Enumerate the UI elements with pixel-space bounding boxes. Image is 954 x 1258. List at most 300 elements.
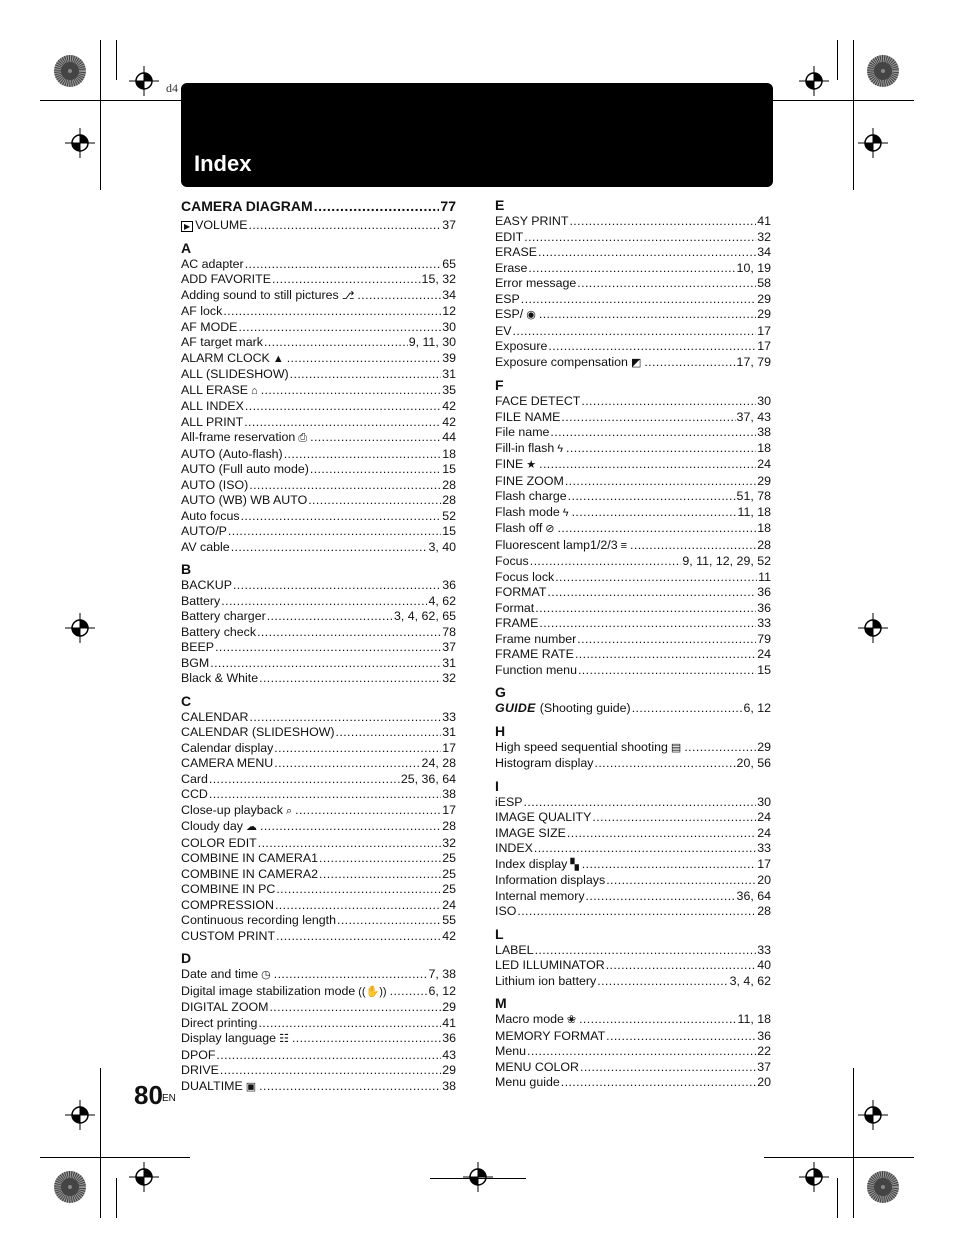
registration-mark <box>65 1100 95 1130</box>
dot-leader <box>249 710 441 726</box>
index-page-ref: 39 <box>442 350 456 365</box>
index-letter-heading: A <box>181 239 192 256</box>
index-page-ref: 18 <box>757 440 771 455</box>
index-term: COMBINE IN CAMERA1 <box>181 851 319 865</box>
dot-leader <box>575 647 756 663</box>
index-page-ref: 32 <box>757 229 771 244</box>
index-term: FORMAT <box>495 585 547 599</box>
index-entry <box>495 1029 771 1045</box>
index-page-ref: 3, 4, 62 <box>729 973 771 988</box>
index-entry <box>495 324 771 340</box>
dot-leader <box>274 756 420 772</box>
language-icon: ☷ <box>279 1033 289 1045</box>
index-page-ref: 17 <box>757 339 771 353</box>
index-entry <box>495 410 771 426</box>
index-page-ref: 38 <box>442 787 456 801</box>
crop-line <box>100 1068 101 1218</box>
dot-leader <box>577 632 756 648</box>
dot-leader <box>215 640 441 656</box>
index-entry <box>495 441 771 458</box>
dot-leader <box>210 656 441 672</box>
index-entry <box>181 594 456 610</box>
index-page-ref: 34 <box>757 245 771 259</box>
index-entry <box>495 292 771 308</box>
index-entry <box>495 826 771 842</box>
dot-leader <box>259 1079 441 1095</box>
index-term: BACKUP <box>181 578 232 592</box>
index-term: CALENDAR <box>181 709 249 724</box>
dot-leader <box>314 197 440 215</box>
dot-leader <box>606 873 756 889</box>
dot-leader <box>582 857 756 873</box>
index-entry <box>495 230 771 246</box>
crop-line <box>40 1157 190 1158</box>
hi-sequential-icon: ▤ <box>670 741 682 754</box>
index-entry <box>181 787 456 803</box>
index-term: Fluorescent lamp1/2/3 <box>495 537 618 552</box>
page-number: 80 <box>134 1080 163 1110</box>
index-entry <box>181 1063 456 1079</box>
index-term: All-frame reservation <box>181 430 296 444</box>
registration-mark <box>65 613 95 643</box>
crop-label: d4 <box>166 81 178 95</box>
index-page-ref: 28 <box>757 904 771 918</box>
index-term: Card <box>181 771 208 786</box>
index-page-ref: 78 <box>442 624 456 639</box>
index-entry <box>495 974 771 990</box>
index-term: FRAME RATE <box>495 647 574 661</box>
index-entry <box>495 943 771 959</box>
index-page-ref: 15, 32 <box>421 272 456 286</box>
index-term: IMAGE QUALITY <box>495 810 592 824</box>
index-entry <box>181 929 456 945</box>
index-entry <box>181 984 456 1001</box>
index-page-ref: 17 <box>442 740 456 755</box>
dot-leader <box>258 1016 441 1032</box>
index-page-ref: 35 <box>442 382 456 397</box>
index-page-ref: 12 <box>442 304 456 318</box>
index-entry <box>495 245 771 261</box>
dot-leader <box>216 1048 441 1064</box>
index-page-ref: 41 <box>757 214 771 228</box>
index-term: MEMORY FORMAT <box>495 1028 606 1043</box>
registration-mark <box>129 66 159 96</box>
index-entry <box>495 339 771 355</box>
index-entry <box>181 335 456 351</box>
index-entry <box>181 399 456 415</box>
index-term: Battery <box>181 593 221 608</box>
index-term: Flash charge <box>495 489 567 503</box>
index-term: LABEL <box>495 942 534 957</box>
index-letter-heading: F <box>495 377 504 393</box>
page-title: Index <box>194 151 252 176</box>
dot-leader <box>548 339 756 355</box>
index-entry <box>181 351 456 368</box>
index-term: Histogram display <box>495 756 594 770</box>
index-term: FACE DETECT <box>495 394 581 408</box>
index-page-ref: 33 <box>757 616 771 630</box>
spot-icon: ◉ <box>526 309 536 321</box>
index-term: AUTO/P <box>181 524 227 538</box>
dot-leader <box>569 214 756 230</box>
bell-icon: ▲ <box>272 352 284 365</box>
index-term: Continuous recording length <box>181 913 336 927</box>
dot-leader <box>568 489 736 505</box>
dot-leader <box>209 787 441 803</box>
index-term: Focus <box>495 554 529 568</box>
index-entry <box>495 554 771 570</box>
index-entry <box>181 1031 456 1048</box>
trash-icon: ⌂ <box>251 384 258 397</box>
index-entry <box>495 1060 771 1076</box>
dot-leader <box>630 538 756 554</box>
index-page-ref: 31 <box>442 655 456 670</box>
index-term: ERASE <box>495 245 538 259</box>
index-term: Digital image stabilization mode <box>181 983 356 998</box>
crop-line <box>116 1178 117 1218</box>
dot-leader <box>228 524 441 540</box>
dot-leader <box>594 756 735 772</box>
dot-leader <box>539 616 756 632</box>
index-page-ref: 42 <box>442 399 456 413</box>
index-term: CCD <box>181 787 208 801</box>
index-letter-heading: H <box>495 722 506 739</box>
index-page-ref: 6, 12 <box>428 983 456 998</box>
dot-leader <box>547 585 756 601</box>
index-page-ref: 36 <box>442 1031 456 1045</box>
dot-leader <box>561 1075 756 1091</box>
dot-leader <box>310 462 441 478</box>
index-entry <box>181 478 456 494</box>
dot-leader <box>241 509 442 525</box>
dot-leader <box>261 383 442 399</box>
index-entry <box>495 857 771 874</box>
index-page-ref: 7, 38 <box>428 967 456 981</box>
index-page-ref: 43 <box>442 1047 456 1062</box>
crop-line <box>837 40 838 80</box>
index-entry <box>181 656 456 672</box>
index-entry <box>181 524 456 540</box>
dot-leader <box>275 898 441 914</box>
index-page-ref: 33 <box>442 709 456 724</box>
index-page-ref: 24 <box>442 897 456 912</box>
dot-leader <box>272 272 421 288</box>
index-entry <box>181 1016 456 1032</box>
index-term: AC adapter <box>181 256 244 271</box>
clock-icon: ◷ <box>261 969 271 981</box>
flash-icon: ϟ <box>562 506 569 519</box>
index-term: Calendar display <box>181 740 274 755</box>
index-entry <box>495 1044 771 1060</box>
dot-leader <box>561 410 735 426</box>
index-page-ref: 6, 12 <box>743 701 771 715</box>
index-page-ref: 52 <box>442 508 456 523</box>
index-page-ref: 11, 18 <box>737 1012 771 1026</box>
fine-icon: ★ <box>526 459 537 471</box>
index-entry <box>181 741 456 757</box>
index-page-ref: 29 <box>757 739 771 754</box>
dot-leader <box>267 609 393 625</box>
index-page-ref: 4, 62 <box>428 593 456 608</box>
index-term: (Shooting guide) <box>539 701 631 715</box>
index-term: ALL ERASE <box>181 382 249 397</box>
index-letter-heading: E <box>495 197 505 213</box>
dot-leader <box>606 1029 756 1045</box>
dot-leader <box>274 741 441 757</box>
index-entry <box>495 756 771 772</box>
dot-leader <box>220 1063 441 1079</box>
index-column-left <box>181 197 456 1095</box>
index-page-ref: 9, 11, 30 <box>408 335 456 349</box>
index-entry <box>181 493 456 509</box>
printer-rosette <box>53 1170 87 1204</box>
index-page-ref: 24 <box>757 810 771 824</box>
index-entry <box>181 304 456 320</box>
index-page-ref: 18 <box>757 521 771 535</box>
dot-leader <box>221 594 427 610</box>
index-letter-heading: G <box>495 684 506 700</box>
dot-leader <box>530 554 682 570</box>
index-page-ref: 18 <box>442 446 456 461</box>
registration-mark <box>858 613 888 643</box>
index-term: Menu guide <box>495 1075 560 1089</box>
index-page-ref: 11, 18 <box>737 504 771 519</box>
index-entry <box>495 538 771 555</box>
index-entry <box>495 647 771 663</box>
index-entry <box>181 1000 456 1016</box>
index-term: COMBINE IN CAMERA2 <box>181 866 319 881</box>
index-page-ref: 20 <box>757 1075 771 1089</box>
dot-leader <box>586 889 736 905</box>
dot-leader <box>579 1012 736 1028</box>
registration-mark <box>858 1100 888 1130</box>
dot-leader <box>577 276 756 292</box>
index-entry <box>495 810 771 826</box>
dot-leader <box>578 663 756 679</box>
index-term: FINE <box>495 457 524 471</box>
index-term: ALL INDEX <box>181 399 244 413</box>
index-entry <box>495 1012 771 1029</box>
dot-leader <box>550 425 756 441</box>
index-page-ref: 24 <box>757 457 771 471</box>
index-entry <box>495 841 771 857</box>
index-page-ref: 42 <box>442 928 456 943</box>
index-entry <box>181 288 456 305</box>
index-entry <box>495 795 771 811</box>
dot-leader <box>581 394 756 410</box>
index-term: CALENDAR (SLIDESHOW) <box>181 725 335 739</box>
index-term: EASY PRINT <box>495 214 569 228</box>
index-entry <box>181 836 456 852</box>
index-entry <box>181 367 456 383</box>
index-page-ref: 15 <box>757 662 771 677</box>
dot-leader <box>580 1060 756 1076</box>
index-page-ref: 34 <box>442 287 456 302</box>
index-entry <box>181 578 456 594</box>
index-page-ref: 28 <box>442 819 456 833</box>
index-page-ref: 32 <box>442 671 456 685</box>
index-page-ref: 24, 28 <box>421 756 456 770</box>
index-term: VOLUME <box>195 218 248 232</box>
index-entry <box>495 958 771 974</box>
index-page-ref: 32 <box>442 835 456 850</box>
index-page-ref: 36 <box>757 600 771 615</box>
header-bar <box>181 83 773 187</box>
index-entry <box>181 913 456 929</box>
index-term: Date and time <box>181 967 259 981</box>
index-page-ref: 36 <box>757 1028 771 1043</box>
index-page-ref: 33 <box>757 841 771 855</box>
crop-line <box>116 40 117 80</box>
dot-leader <box>528 261 735 277</box>
index-term: CUSTOM PRINT <box>181 928 276 943</box>
crop-line <box>100 40 101 190</box>
magnifier-icon: ⌕ <box>285 804 293 817</box>
index-entry <box>181 509 456 525</box>
index-term: COLOR EDIT <box>181 835 257 850</box>
index-page-ref: 58 <box>757 276 771 290</box>
index-page-ref: 55 <box>442 913 456 927</box>
dot-leader <box>567 826 756 842</box>
index-entry <box>181 320 456 336</box>
index-page-ref: 30 <box>442 319 456 334</box>
index-page-ref: 37 <box>442 218 456 232</box>
dot-leader <box>257 625 441 641</box>
index-entry <box>495 307 771 324</box>
index-letter-heading: B <box>181 561 192 577</box>
crop-line <box>837 1178 838 1218</box>
index-page-ref: 37, 43 <box>736 409 771 424</box>
index-entry <box>181 462 456 478</box>
index-page-ref: 65 <box>442 256 456 271</box>
index-term: Close-up playback <box>181 802 283 817</box>
index-entry <box>495 394 771 410</box>
crop-line <box>853 40 854 190</box>
dot-leader <box>248 218 441 234</box>
dot-leader <box>597 974 728 990</box>
index-term: Internal memory <box>495 888 585 903</box>
index-entry <box>181 1048 456 1064</box>
index-term: AF lock <box>181 304 223 318</box>
crop-line <box>764 1157 914 1158</box>
dot-leader <box>269 1000 441 1016</box>
crop-line <box>764 100 914 101</box>
dot-leader <box>223 304 441 320</box>
index-term: INDEX <box>495 841 533 855</box>
dot-leader <box>295 803 441 819</box>
index-term: DUALTIME <box>181 1078 243 1093</box>
index-term: Focus lock <box>495 569 555 584</box>
index-entry <box>495 873 771 889</box>
dot-leader <box>308 493 441 509</box>
dot-leader <box>319 867 441 883</box>
index-entry <box>495 425 771 441</box>
index-entry <box>495 355 771 372</box>
dot-leader <box>249 478 441 494</box>
index-term: Erase <box>495 260 528 275</box>
index-page-ref: 42 <box>442 414 456 429</box>
dot-leader <box>565 474 756 490</box>
registration-mark <box>799 1162 829 1192</box>
dot-leader <box>284 447 442 463</box>
index-entry <box>181 867 456 883</box>
registration-mark <box>858 128 888 158</box>
index-entry <box>181 383 456 400</box>
dot-leader <box>606 958 756 974</box>
index-entry <box>181 710 456 726</box>
flash-off-icon: ⊘ <box>545 523 555 535</box>
registration-mark <box>463 1162 493 1192</box>
flash-icon: ϟ <box>557 442 564 455</box>
print-reserve-icon: ⎙ <box>298 432 308 444</box>
index-term: Exposure compensation <box>495 354 628 369</box>
index-term: Frame number <box>495 631 577 646</box>
index-page-ref: 36, 64 <box>736 888 771 903</box>
index-page-ref: 17 <box>757 856 771 871</box>
index-term: AV cable <box>181 539 230 554</box>
index-term: iESP <box>495 794 523 809</box>
dot-leader <box>233 578 441 594</box>
index-term: Macro mode <box>495 1012 564 1026</box>
index-page-ref: 30 <box>757 794 771 809</box>
index-letter-heading: C <box>181 692 192 709</box>
dot-leader <box>390 984 428 1000</box>
index-term: FINE ZOOM <box>495 473 564 488</box>
index-entry <box>495 701 771 717</box>
index-term: BEEP <box>181 640 215 654</box>
index-entry <box>181 803 456 820</box>
index-term: EV <box>495 323 512 338</box>
dot-leader <box>555 570 757 586</box>
index-term: CAMERA MENU <box>181 756 274 770</box>
index-term: BGM <box>181 655 210 670</box>
index-term: ADD FAVORITE <box>181 272 271 286</box>
index-page-ref: 15 <box>442 462 456 476</box>
dot-leader <box>566 441 756 457</box>
index-entry <box>181 967 456 984</box>
dot-leader <box>524 795 757 811</box>
index-entry <box>181 447 456 463</box>
index-page-ref: 33 <box>757 942 771 957</box>
index-entry <box>495 889 771 905</box>
index-term: AF MODE <box>181 319 238 334</box>
index-entry <box>181 257 456 273</box>
index-page-ref: 20, 56 <box>736 756 771 770</box>
printer-rosette <box>53 54 87 88</box>
index-page-ref: 22 <box>757 1044 771 1058</box>
index-page-ref: 10, 19 <box>736 260 771 275</box>
index-page-ref: 40 <box>757 958 771 972</box>
index-page-ref: 29 <box>442 1063 456 1077</box>
index-term: Information displays <box>495 873 606 887</box>
dot-leader <box>357 288 441 304</box>
index-page-ref: 17 <box>442 802 456 817</box>
index-page-ref: 51, 78 <box>736 489 771 503</box>
dot-leader <box>592 810 756 826</box>
index-term: Flash off <box>495 521 543 535</box>
index-page-ref: 25, 36, 64 <box>400 771 456 786</box>
index-term: Function menu <box>495 662 577 677</box>
index-term: Cloudy day <box>181 819 243 833</box>
index-term: Menu <box>495 1044 526 1058</box>
index-term: DIGITAL ZOOM <box>181 1000 269 1014</box>
dot-leader <box>292 1031 441 1047</box>
dot-leader <box>276 929 441 945</box>
index-term: COMBINE IN PC <box>181 882 276 896</box>
index-page-ref: 25 <box>442 851 456 865</box>
index-entry <box>181 772 456 788</box>
index-term: AF target mark <box>181 335 263 349</box>
